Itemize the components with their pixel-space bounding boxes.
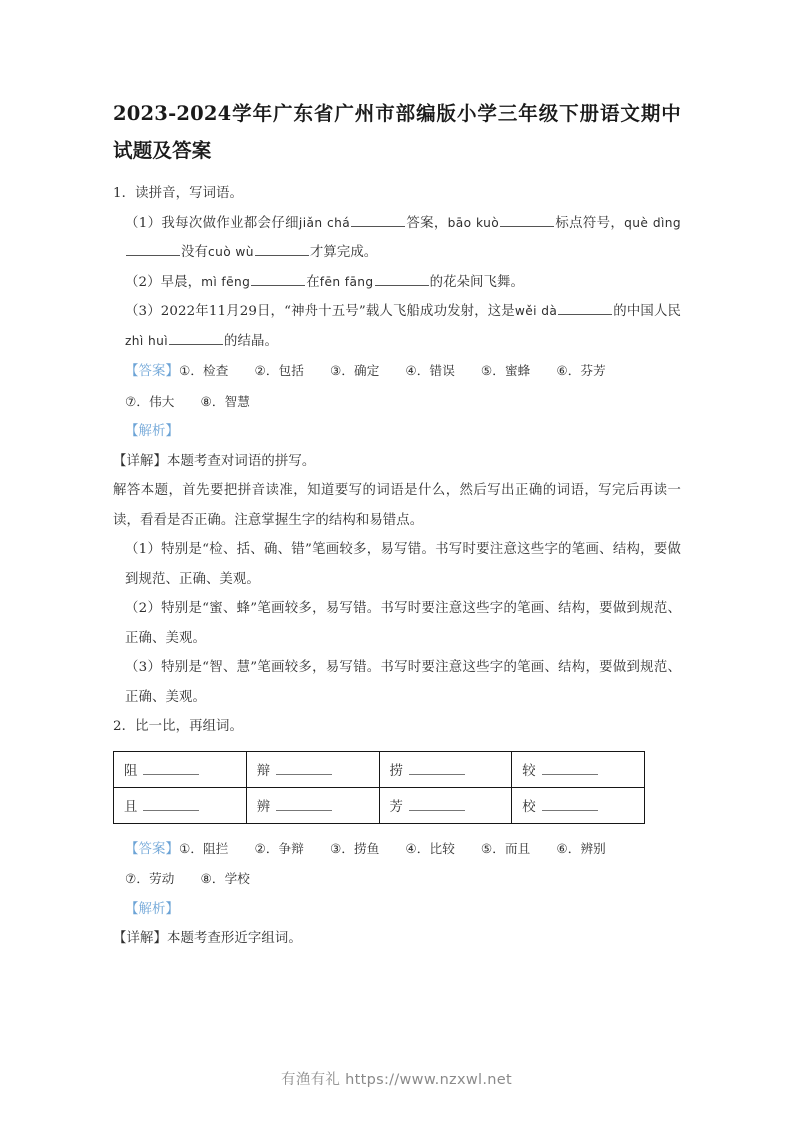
detail-text: 本题考查形近字组词。 xyxy=(166,931,302,946)
answer-blank[interactable] xyxy=(558,302,612,315)
answer-item: ②．包括 xyxy=(254,363,304,378)
table-cell[interactable] xyxy=(114,787,247,823)
q1-sub2-text-a: （2）早晨， xyxy=(125,274,202,290)
table-cell[interactable] xyxy=(379,787,512,823)
q1-sub3-pinyin-2: zhì huì xyxy=(125,333,169,348)
answer-label: 【答案】 xyxy=(125,364,179,379)
question-1-sub-1 xyxy=(113,209,681,268)
q1-sub1-text-d: 没有 xyxy=(181,245,208,260)
answer-blank[interactable] xyxy=(276,797,332,810)
table-row xyxy=(114,751,645,787)
question-1-answer-row-1 xyxy=(113,356,681,387)
table-cell[interactable] xyxy=(379,751,512,787)
word-formation-table xyxy=(113,751,645,824)
question-2-answer-row-1 xyxy=(113,834,681,865)
table-row xyxy=(114,787,645,823)
answer-blank[interactable] xyxy=(143,797,199,810)
q1-sub2-text-b: 在 xyxy=(306,274,320,290)
q1-sub3-text-c: 的结晶。 xyxy=(224,333,278,349)
detail-text: 本题考查对词语的拼写。 xyxy=(166,453,316,469)
question-1-detail xyxy=(113,447,681,477)
answer-blank[interactable] xyxy=(409,761,465,774)
question-1-sub-3 xyxy=(113,297,681,356)
analysis-label: 【解析】 xyxy=(125,424,179,439)
answer-item: ①．检查 xyxy=(178,363,229,378)
q1-sub3-pinyin-1: wěi dà xyxy=(514,304,558,318)
footer-watermark: 有渔有礼 https://www.nzxwl.net xyxy=(281,1072,512,1088)
table-cell-char: 辩 xyxy=(256,763,271,779)
q1-sub3-text-a: （3）2022年11月29日，“神舟十五号”载人飞船成功发射，这是 xyxy=(125,304,515,319)
answer-blank[interactable] xyxy=(542,761,598,774)
question-2-detail xyxy=(113,924,681,954)
answer-item: ⑥．辨别 xyxy=(556,840,606,856)
answer-item: ④．比较 xyxy=(405,840,455,856)
q1-sub2-text-c: 的花朵间飞舞。 xyxy=(429,274,525,290)
q1-sub1-text-e: 才算完成。 xyxy=(309,245,378,260)
question-2-analysis-label-row xyxy=(113,895,681,925)
question-1-analysis-label-row xyxy=(113,417,681,447)
answer-item: ⑤．而且 xyxy=(480,840,531,856)
answer-blank[interactable] xyxy=(169,331,223,344)
answer-item: ②．争辩 xyxy=(254,840,304,856)
question-1-answer-row-2 xyxy=(113,387,681,418)
answer-item: ⑦．劳动 xyxy=(125,871,175,886)
answer-blank[interactable] xyxy=(542,797,598,810)
table-cell[interactable] xyxy=(512,751,645,787)
question-1-explain-3: （3）特别是“智、慧”笔画较多，易写错。书写时要注意这些字的笔画、结构，要做到规范、正确、美观。 xyxy=(125,660,681,705)
answer-item: ⑤．蜜蜂 xyxy=(480,363,531,378)
answer-item: ⑦．伟大 xyxy=(125,393,175,409)
table-cell[interactable] xyxy=(246,787,379,823)
table-cell[interactable] xyxy=(512,787,645,823)
answer-blank[interactable] xyxy=(500,213,554,226)
question-2-answer-row-2 xyxy=(113,864,681,895)
answer-item: ③．确定 xyxy=(329,363,380,378)
answer-blank[interactable] xyxy=(351,213,405,226)
answer-item: ①．阻拦 xyxy=(178,840,229,856)
q1-sub1-text-a: （1）我每次做作业都会仔细 xyxy=(125,215,299,231)
answer-item: ④．错误 xyxy=(405,363,455,378)
q1-sub1-pinyin-2: bāo kuò xyxy=(447,215,500,230)
q1-sub2-pinyin-2: fēn fāng xyxy=(319,274,374,289)
table-cell-char: 校 xyxy=(522,799,536,815)
answer-blank[interactable] xyxy=(251,272,305,285)
table-cell[interactable] xyxy=(246,751,379,787)
table-cell-char: 芳 xyxy=(389,799,403,815)
answer-blank[interactable] xyxy=(276,761,332,774)
question-2-stem: 2．比一比，再组词。 xyxy=(113,719,244,734)
q1-sub1-pinyin-3: què dìng xyxy=(624,215,682,230)
answer-item: ⑧．智慧 xyxy=(200,393,250,409)
answer-item: ⑥．芬芳 xyxy=(556,363,606,378)
table-cell-char: 阻 xyxy=(124,763,138,779)
question-1-explain-body: 解答本题，首先要把拼音读准，知道要写的词语是什么，然后写出正确的词语，写完后再读一读，看看是否正确。注意掌握生字的结构和易错点。 xyxy=(113,483,681,528)
question-1-explain-1: （1）特别是“检、括、确、错”笔画较多，易写错。书写时要注意这些字的笔画、结构，要做到规范、正确、美观。 xyxy=(125,542,681,587)
q1-sub1-text-c: 标点符号， xyxy=(555,215,625,231)
answer-blank[interactable] xyxy=(143,761,199,774)
q1-sub1-pinyin-1: jiǎn chá xyxy=(298,215,351,230)
page-title: 2023-2024学年广东省广州市部编版小学三年级下册语文期中试题及答案 xyxy=(113,102,681,162)
q1-sub3-text-b: 的中国人民 xyxy=(613,304,681,319)
document-body xyxy=(113,95,681,954)
answer-item: ③．捞鱼 xyxy=(329,840,380,856)
detail-label: 【详解】 xyxy=(113,931,167,946)
question-1-sub-2 xyxy=(113,268,681,298)
q1-sub2-pinyin-1: mì fēng xyxy=(201,274,251,289)
q1-sub1-pinyin-4: cuò wù xyxy=(207,245,254,259)
question-1-explain-2: （2）特别是“蜜、蜂”笔画较多，易写错。书写时要注意这些字的笔画、结构，要做到规范、正确、美观。 xyxy=(125,601,681,646)
answer-blank[interactable] xyxy=(375,272,429,285)
answer-item: ⑧．学校 xyxy=(200,871,250,886)
table-cell-char: 且 xyxy=(124,799,138,815)
q1-sub1-text-b: 答案， xyxy=(406,215,448,231)
table-cell-char: 捞 xyxy=(389,763,403,779)
analysis-label: 【解析】 xyxy=(125,901,179,917)
table-cell-char: 辨 xyxy=(256,799,271,815)
answer-blank[interactable] xyxy=(255,243,309,256)
question-1-stem: 1．读拼音，写词语。 xyxy=(113,186,244,201)
answer-blank[interactable] xyxy=(409,797,465,810)
table-cell[interactable] xyxy=(114,751,247,787)
answer-label: 【答案】 xyxy=(125,841,179,857)
table-cell-char: 较 xyxy=(522,763,536,779)
detail-label: 【详解】 xyxy=(113,453,167,469)
answer-blank[interactable] xyxy=(126,243,180,256)
